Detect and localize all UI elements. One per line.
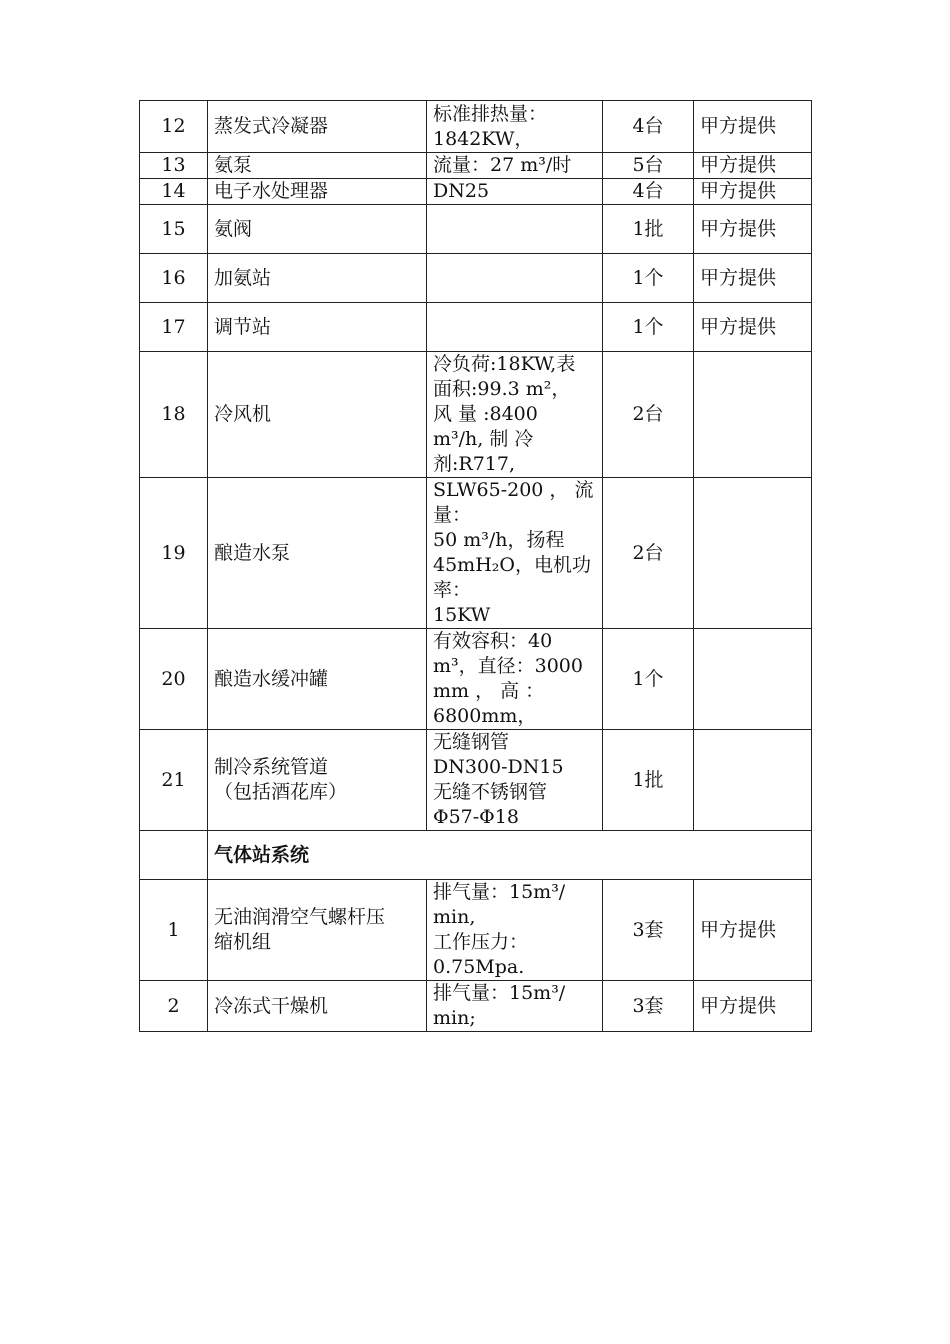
equipment-spec-line: 剂:R717, <box>433 453 516 475</box>
equipment-spec-line: 工作压力： <box>433 931 529 953</box>
table-row <box>140 205 812 254</box>
equipment-quantity: 3套 <box>603 880 694 981</box>
row-number: 19 <box>140 478 208 629</box>
table-row <box>140 254 812 303</box>
table-row <box>140 880 812 981</box>
equipment-quantity: 1个 <box>603 629 694 730</box>
equipment-spec-line: m³，直径：3000 <box>433 655 583 677</box>
equipment-name <box>208 880 427 981</box>
equipment-spec <box>427 254 603 303</box>
equipment-spec-line: 1842KW， <box>433 127 534 150</box>
table-row <box>140 981 812 1032</box>
equipment-spec <box>427 101 603 153</box>
row-number: 16 <box>140 254 208 303</box>
equipment-spec-line: 无缝不锈钢管 <box>433 781 548 803</box>
row-number: 20 <box>140 629 208 730</box>
row-number: 21 <box>140 730 208 831</box>
equipment-quantity: 1个 <box>603 303 694 352</box>
equipment-note: 甲方提供 <box>694 981 812 1032</box>
equipment-note <box>694 478 812 629</box>
equipment-name-line: 冷风机 <box>214 403 272 425</box>
equipment-name-line: 氨泵 <box>214 154 253 176</box>
table-row <box>140 153 812 179</box>
equipment-name <box>208 303 427 352</box>
equipment-spec-line: 0.75Mpa. <box>433 956 525 978</box>
equipment-table-body <box>140 101 812 1032</box>
equipment-spec <box>427 981 603 1032</box>
equipment-name-line: 加氨站 <box>214 266 272 289</box>
table-row <box>140 352 812 478</box>
equipment-name <box>208 730 427 831</box>
equipment-note: 甲方提供 <box>694 153 812 179</box>
equipment-spec <box>427 153 603 179</box>
equipment-spec-line: DN25 <box>433 180 490 202</box>
equipment-spec <box>427 303 603 352</box>
row-number: 14 <box>140 179 208 205</box>
equipment-note: 甲方提供 <box>694 205 812 254</box>
equipment-name <box>208 254 427 303</box>
equipment-spec <box>427 352 603 478</box>
equipment-spec-line: 标准排热量： <box>433 102 548 125</box>
equipment-spec-line: DN300-DN15 <box>433 756 564 778</box>
equipment-note: 甲方提供 <box>694 179 812 205</box>
section-number-cell <box>140 831 208 880</box>
equipment-table <box>139 100 812 1032</box>
equipment-quantity: 3套 <box>603 981 694 1032</box>
equipment-spec <box>427 730 603 831</box>
table-row <box>140 101 812 153</box>
equipment-spec-line: min, <box>433 906 476 928</box>
table-row <box>140 478 812 629</box>
equipment-name <box>208 179 427 205</box>
row-number: 13 <box>140 153 208 179</box>
equipment-name-line: 酿造水缓冲罐 <box>214 667 329 690</box>
equipment-spec-line: 量： <box>433 504 472 526</box>
table-row <box>140 730 812 831</box>
equipment-spec-line: 面积:99.3 m²， <box>433 378 571 400</box>
equipment-quantity: 1批 <box>603 205 694 254</box>
equipment-name-line: 无油润滑空气螺杆压 <box>214 906 386 928</box>
equipment-spec-line: SLW65-200 ， 流 <box>433 479 594 501</box>
equipment-name-line: 氨阀 <box>214 217 253 240</box>
row-number: 12 <box>140 101 208 153</box>
equipment-spec-line: m³/h, 制 冷 <box>433 428 534 450</box>
equipment-quantity: 4台 <box>603 179 694 205</box>
table-row <box>140 179 812 205</box>
equipment-note: 甲方提供 <box>694 101 812 153</box>
equipment-spec-line: min; <box>433 1007 476 1029</box>
equipment-quantity: 4台 <box>603 101 694 153</box>
equipment-spec-line: 流量：27 m³/时 <box>433 154 572 176</box>
equipment-spec-line: 无缝钢管 <box>433 731 510 753</box>
equipment-quantity: 2台 <box>603 352 694 478</box>
section-title: 气体站系统 <box>208 831 812 880</box>
equipment-spec-line: Φ57-Φ18 <box>433 806 519 828</box>
section-row <box>140 831 812 880</box>
row-number: 15 <box>140 205 208 254</box>
equipment-spec-line: 率： <box>433 579 472 601</box>
row-number: 18 <box>140 352 208 478</box>
equipment-name <box>208 153 427 179</box>
equipment-quantity: 1个 <box>603 254 694 303</box>
equipment-spec <box>427 205 603 254</box>
table-row <box>140 303 812 352</box>
table-row <box>140 629 812 730</box>
equipment-name <box>208 478 427 629</box>
equipment-name <box>208 629 427 730</box>
equipment-spec-line: 有效容积：40 <box>433 630 553 652</box>
equipment-spec-line: 50 m³/h，扬程 <box>433 529 565 551</box>
equipment-spec-line: 排气量：15m³/ <box>433 982 566 1004</box>
row-number: 17 <box>140 303 208 352</box>
equipment-spec-line: 排气量：15m³/ <box>433 881 566 903</box>
equipment-name <box>208 352 427 478</box>
equipment-spec-line: 45mH₂O，电机功 <box>433 554 591 576</box>
equipment-quantity: 1批 <box>603 730 694 831</box>
equipment-name-line: （包括酒花库） <box>214 781 348 803</box>
equipment-name-line: 制冷系统管道 <box>214 756 329 778</box>
equipment-note <box>694 352 812 478</box>
equipment-quantity: 2台 <box>603 478 694 629</box>
equipment-name-line: 调节站 <box>214 315 272 338</box>
equipment-name-line: 电子水处理器 <box>214 180 329 202</box>
equipment-note <box>694 629 812 730</box>
equipment-name-line: 缩机组 <box>214 931 272 953</box>
equipment-spec-line: 冷负荷:18KW,表 <box>433 353 576 375</box>
equipment-name <box>208 981 427 1032</box>
equipment-spec <box>427 629 603 730</box>
equipment-name-line: 酿造水泵 <box>214 541 291 564</box>
equipment-name <box>208 101 427 153</box>
equipment-spec <box>427 880 603 981</box>
equipment-spec-line: 15KW <box>433 604 491 626</box>
equipment-quantity: 5台 <box>603 153 694 179</box>
equipment-name-line: 蒸发式冷凝器 <box>214 115 329 137</box>
equipment-note <box>694 730 812 831</box>
row-number: 1 <box>140 880 208 981</box>
row-number: 2 <box>140 981 208 1032</box>
equipment-spec-line: 6800mm， <box>433 705 537 727</box>
equipment-spec-line: 风 量 :8400 <box>433 403 538 425</box>
equipment-spec <box>427 179 603 205</box>
equipment-note: 甲方提供 <box>694 254 812 303</box>
equipment-name-line: 冷冻式干燥机 <box>214 994 329 1017</box>
equipment-name <box>208 205 427 254</box>
equipment-spec <box>427 478 603 629</box>
equipment-note: 甲方提供 <box>694 303 812 352</box>
equipment-note: 甲方提供 <box>694 880 812 981</box>
equipment-spec-line: mm ， 高 ： <box>433 680 545 702</box>
